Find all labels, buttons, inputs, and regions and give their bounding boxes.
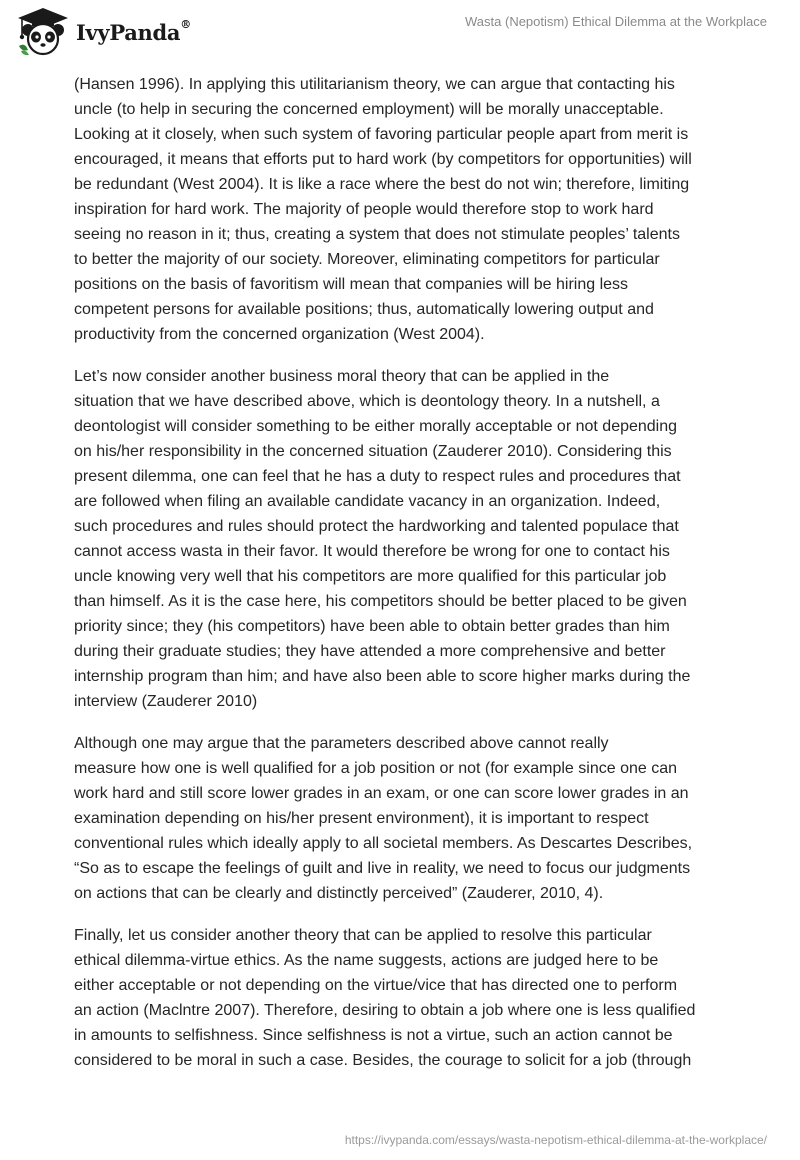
panda-graduate-icon [16, 6, 70, 58]
paragraph-utilitarianism: (Hansen 1996). In applying this utilitarianism theory, we can argue that contacting his uncle (to help in securing the concerned employment) will be morally unacceptable. Looking at it closely, when such system of favoring particular people apart from merit is encouraged, it means that efforts put to hard work (by competitors for opportunities) will be redundant (West 2004). It is like a race where the best do not win; therefore, limiting inspiration for hard work. The majority of people would therefore stop to work hard seeing no reason in it; thus, creating a system that does not stimulate peoples’ talents to better the majority of our society. Moreover, eliminating competitors for particular positions on the basis of favoritism will mean that companies will be hiring less competent persons for available positions; thus, automatically lowering output and productivity from the concerned organization (West 2004). [74, 76, 692, 343]
paragraph-counterargument: Although one may argue that the parameters described above cannot really measure how one is well qualified for a job position or not (for example since one can work hard and still score lower grades in an exam, or one can score lower grades in an examination depending on his/her present environment), it is important to respect conventional rules which ideally apply to all societal members. As Descartes Describes, “So as to escape the feelings of guilt and live in reality, we need to focus our judgments on actions that can be clearly and distinctly perceived” (Zauderer, 2010, 4). [74, 735, 693, 902]
paragraph-virtue-ethics: Finally, let us consider another theory that can be applied to resolve this particular ethical dilemma-virtue ethics. As the name suggests, actions are judged here to be either acceptable or not depending on the virtue/vice that has directed one to perform an action (Maclntre 2007). Therefore, desiring to obtain a job where one is less qualified in amounts to selfishness. Since selfishness is not a virtue, such an action cannot be considered to be moral in such a case. Besides, the courage to solicit for a job (through [74, 927, 696, 1069]
essay-body [74, 72, 742, 1090]
paragraph-deontology: Let’s now consider another business moral theory that can be applied in the situation that we have described above, which is deontology theory. In a nutshell, a deontologist will consider something to be either morally acceptable or not depending on his/her responsibility in the concerned situation (Zauderer 2010). Considering this present dilemma, one can feel that he has a duty to respect rules and procedures that are followed when filing an available candidate vacancy in an organization. Indeed, such procedures and rules should protect the hardworking and talented populace that cannot access wasta in their favor. It would therefore be wrong for one to contact his uncle knowing very well that his competitors are more qualified for this particular job than himself. As it is the case here, his competitors should be better placed to be given priority since; they (his competitors) have been able to obtain better grades than him during their graduate studies; they have attended a more comprehensive and better internship program than him; and have also been able to score higher marks during the interview (Zauderer 2010) [74, 368, 691, 710]
document-title: Wasta (Nepotism) Ethical Dilemma at the Workplace [465, 14, 767, 29]
page-header [0, 0, 800, 70]
source-url[interactable]: https://ivypanda.com/essays/wasta-nepotism-ethical-dilemma-at-the-workplace/ [344, 1133, 767, 1147]
brand-name: IvyPanda® [76, 17, 191, 45]
ivypanda-logo[interactable] [16, 6, 191, 58]
